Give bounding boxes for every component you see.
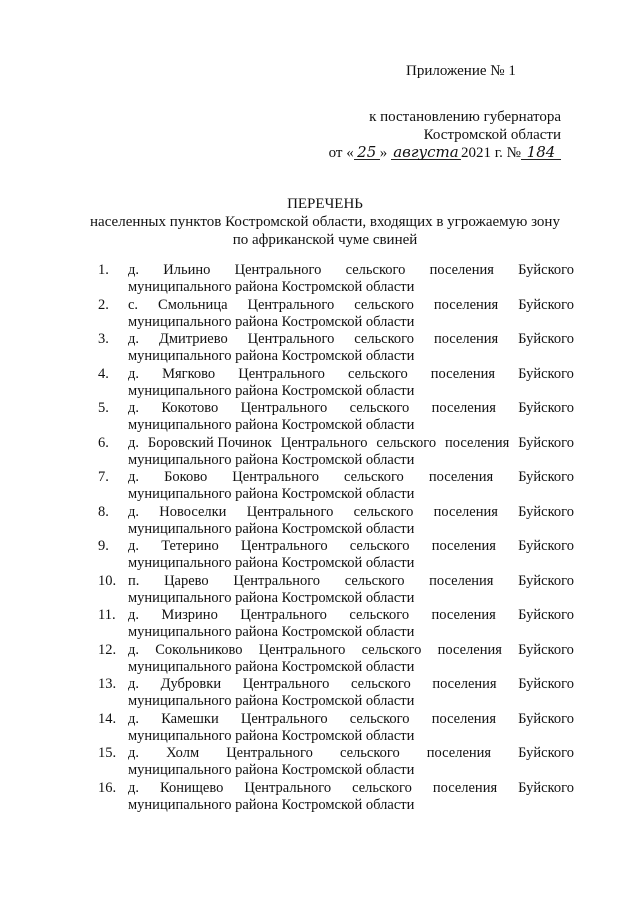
settlement-word-1: Центрального [240, 538, 328, 554]
settlement-name: Боровский Починок [147, 434, 272, 451]
settlement-word-1: Центрального [246, 503, 334, 520]
list-item [98, 573, 574, 608]
settlement-type: д. [128, 745, 140, 761]
settlement-type: с. [128, 296, 139, 313]
item-line-1 [128, 676, 574, 693]
decree-reference [301, 108, 561, 162]
settlement-word-1: Центрального [240, 710, 328, 727]
list-item [98, 711, 574, 746]
settlement-word-3: поселения [432, 779, 498, 796]
settlement-name: Камешки [161, 710, 219, 727]
settlement-type: д. [128, 331, 140, 347]
settlement-name: Ильино [163, 262, 211, 278]
settlement-word-4: Буйского [518, 572, 574, 589]
item-number: 14. [98, 710, 117, 727]
settlement-word-1: Центрального [258, 641, 346, 658]
list-item [98, 676, 574, 711]
settlement-word-2: сельского [345, 262, 406, 278]
settlement-type: д. [128, 434, 140, 451]
list-item [98, 538, 574, 573]
item-number: 7. [98, 469, 109, 485]
settlement-word-1: Центрального [232, 469, 319, 485]
list-item [98, 469, 574, 504]
settlement-word-1: Центрального [226, 745, 313, 761]
settlement-word-4: Буйского [518, 676, 574, 692]
settlement-word-2: сельского [354, 331, 415, 347]
list-item [98, 400, 574, 435]
settlement-name: Дубровки [160, 676, 222, 692]
item-line-1 [128, 435, 574, 452]
settlement-name: Холм [166, 745, 200, 761]
item-line-1 [128, 573, 574, 590]
item-number: 11. [98, 607, 116, 623]
list-item [98, 745, 574, 780]
date-mid: » [379, 145, 388, 161]
settlement-name: Смольница [158, 296, 228, 313]
settlement-name: Конищево [160, 779, 224, 796]
settlement-word-2: сельского [344, 572, 405, 589]
decree-line-2: Костромской области [423, 127, 561, 143]
settlement-word-3: поселения [431, 400, 496, 416]
list-item [98, 504, 574, 539]
list-item [98, 642, 574, 677]
settlement-name: Новоселки [159, 503, 227, 520]
settlement-word-2: сельского [349, 400, 410, 416]
settlement-word-3: поселения [429, 572, 494, 589]
settlement-word-3: поселения [431, 538, 496, 554]
settlement-name: Кокотово [161, 400, 219, 416]
settlement-word-4: Буйского [518, 538, 574, 554]
settlement-word-3: поселения [437, 641, 502, 658]
settlement-word-2: сельского [349, 538, 410, 554]
settlement-word-4: Буйского [518, 434, 574, 451]
item-line-1 [128, 400, 574, 417]
settlement-type: д. [128, 676, 140, 692]
item-line-2: муниципального района Костромской области [128, 727, 415, 744]
settlement-word-1: Центрального [280, 434, 368, 451]
item-line-1 [128, 711, 574, 728]
settlement-word-4: Буйского [518, 710, 574, 727]
item-number: 9. [98, 538, 109, 554]
settlement-word-4: Буйского [518, 503, 574, 520]
settlement-word-1: Центрального [238, 365, 325, 382]
item-number: 13. [98, 676, 117, 692]
settlement-word-3: поселения [426, 745, 492, 761]
settlement-word-2: сельского [350, 676, 411, 692]
settlement-word-3: поселения [433, 296, 499, 313]
settlement-word-3: поселения [433, 331, 499, 347]
list-item [98, 366, 574, 401]
item-line-2: муниципального района Костромской области [128, 313, 415, 330]
settlement-type: д. [128, 503, 140, 520]
settlement-word-3: поселения [431, 710, 496, 727]
settlement-word-2: сельского [354, 296, 414, 313]
item-number: 3. [98, 331, 109, 347]
item-line-2: муниципального района Костромской области [128, 693, 415, 709]
item-line-1 [128, 745, 574, 762]
settlement-word-4: Буйского [518, 779, 574, 796]
settlement-word-4: Буйского [518, 296, 574, 313]
settlement-type: д. [128, 538, 140, 554]
item-line-1 [128, 297, 574, 314]
item-number: 8. [98, 503, 109, 520]
item-line-2: муниципального района Костромской области [128, 658, 415, 675]
list-item [98, 607, 574, 642]
handwritten-day: 25 [354, 145, 380, 160]
settlement-word-1: Центрального [240, 607, 327, 623]
item-line-2: муниципального района Костромской области [128, 417, 415, 433]
settlement-list [98, 262, 574, 814]
settlement-name: Тетерино [161, 538, 219, 554]
item-number: 10. [98, 572, 117, 589]
settlement-word-4: Буйского [518, 365, 574, 382]
settlement-name: Дмитриево [158, 331, 228, 347]
settlement-word-3: поселения [431, 607, 496, 623]
settlement-word-4: Буйского [518, 331, 574, 347]
item-line-2: муниципального района Костромской области [128, 520, 415, 537]
settlement-type: д. [128, 262, 140, 278]
settlement-word-1: Центрального [247, 331, 335, 347]
item-line-2: муниципального района Костромской области [128, 762, 415, 778]
title-heading: ПЕРЕЧЕНЬ [287, 196, 363, 212]
settlement-type: д. [128, 607, 140, 623]
title-subtitle-2: по африканской чуме свиней [232, 232, 418, 248]
item-line-1 [128, 469, 574, 486]
item-line-2: муниципального района Костромской области [128, 451, 415, 468]
settlement-word-4: Буйского [518, 400, 574, 416]
list-item [98, 262, 574, 297]
item-number: 16. [98, 779, 117, 796]
settlement-word-1: Центрального [244, 779, 332, 796]
list-item [98, 780, 574, 815]
item-line-1 [128, 538, 574, 555]
item-line-1 [128, 262, 574, 279]
item-line-2: муниципального района Костромской области [128, 382, 415, 399]
settlement-word-2: сельского [349, 607, 410, 623]
list-item [98, 297, 574, 332]
settlement-type: п. [128, 572, 140, 589]
settlement-type: д. [128, 365, 140, 382]
settlement-word-4: Буйского [518, 745, 574, 761]
list-item [98, 331, 574, 366]
settlement-type: д. [128, 779, 140, 796]
settlement-type: д. [128, 400, 140, 416]
annex-label: Приложение № 1 [406, 63, 516, 79]
handwritten-month: августа [391, 145, 461, 160]
item-line-1 [128, 366, 574, 383]
settlement-word-3: поселения [430, 365, 496, 382]
item-line-2: муниципального района Костромской области [128, 279, 415, 295]
settlement-type: д. [128, 469, 140, 485]
settlement-word-2: сельского [344, 469, 404, 485]
settlement-word-4: Буйского [518, 641, 574, 658]
item-line-1 [128, 607, 574, 624]
title-subtitle-1: населенных пунктов Костромской области, входящих в угрожаемую зону [90, 214, 560, 230]
settlement-word-3: поселения [433, 503, 498, 520]
settlement-type: д. [128, 710, 140, 727]
settlement-word-1: Центрального [242, 676, 330, 692]
settlement-word-2: сельского [347, 365, 408, 382]
list-item [98, 435, 574, 470]
item-number: 4. [98, 365, 109, 382]
settlement-name: Царево [164, 572, 209, 589]
item-line-1 [128, 642, 574, 659]
settlement-name: Мягково [162, 365, 216, 382]
item-line-2: муниципального района Костромской области [128, 589, 415, 606]
item-number: 5. [98, 400, 109, 416]
settlement-word-3: поселения [429, 262, 494, 278]
settlement-word-2: сельского [339, 745, 400, 761]
settlement-word-1: Центрального [240, 400, 328, 416]
item-line-2: муниципального района Костромской области [128, 486, 415, 502]
item-number: 2. [98, 296, 109, 313]
item-line-1 [128, 331, 574, 348]
settlement-word-2: сельского [353, 503, 414, 520]
settlement-word-1: Центрального [233, 572, 321, 589]
settlement-word-1: Центрального [234, 262, 322, 278]
settlement-word-2: сельского [376, 434, 437, 451]
item-number: 15. [98, 745, 117, 761]
item-line-2: муниципального района Костромской области [128, 624, 415, 640]
settlement-word-3: поселения [432, 676, 497, 692]
settlement-name: Сокольниково [155, 641, 243, 658]
handwritten-decree-number: 184 [521, 145, 561, 160]
item-line-2: муниципального района Костромской области [128, 796, 415, 813]
document-title [60, 195, 590, 249]
item-line-1 [128, 504, 574, 521]
settlement-word-3: поселения [428, 469, 494, 485]
item-line-1 [128, 780, 574, 797]
settlement-word-2: сельского [361, 641, 422, 658]
settlement-name: Мизрино [161, 607, 218, 623]
settlement-word-4: Буйского [518, 469, 574, 485]
settlement-name: Боково [164, 469, 208, 485]
item-number: 12. [98, 641, 117, 658]
settlement-word-4: Буйского [518, 607, 574, 623]
settlement-word-3: поселения [445, 434, 510, 451]
date-prefix: от « [328, 145, 354, 161]
item-line-2: муниципального района Костромской области [128, 348, 415, 364]
date-year: 2021 г. № [460, 145, 521, 161]
item-line-2: муниципального района Костромской области [128, 555, 415, 571]
settlement-word-2: сельского [352, 779, 412, 796]
decree-line-1: к постановлению губернатора [369, 109, 561, 125]
decree-date-line [301, 144, 561, 162]
settlement-word-2: сельского [349, 710, 410, 727]
item-number: 1. [98, 262, 109, 278]
item-number: 6. [98, 434, 109, 451]
settlement-type: д. [128, 641, 140, 658]
settlement-word-1: Центрального [247, 296, 335, 313]
settlement-word-4: Буйского [518, 262, 574, 278]
